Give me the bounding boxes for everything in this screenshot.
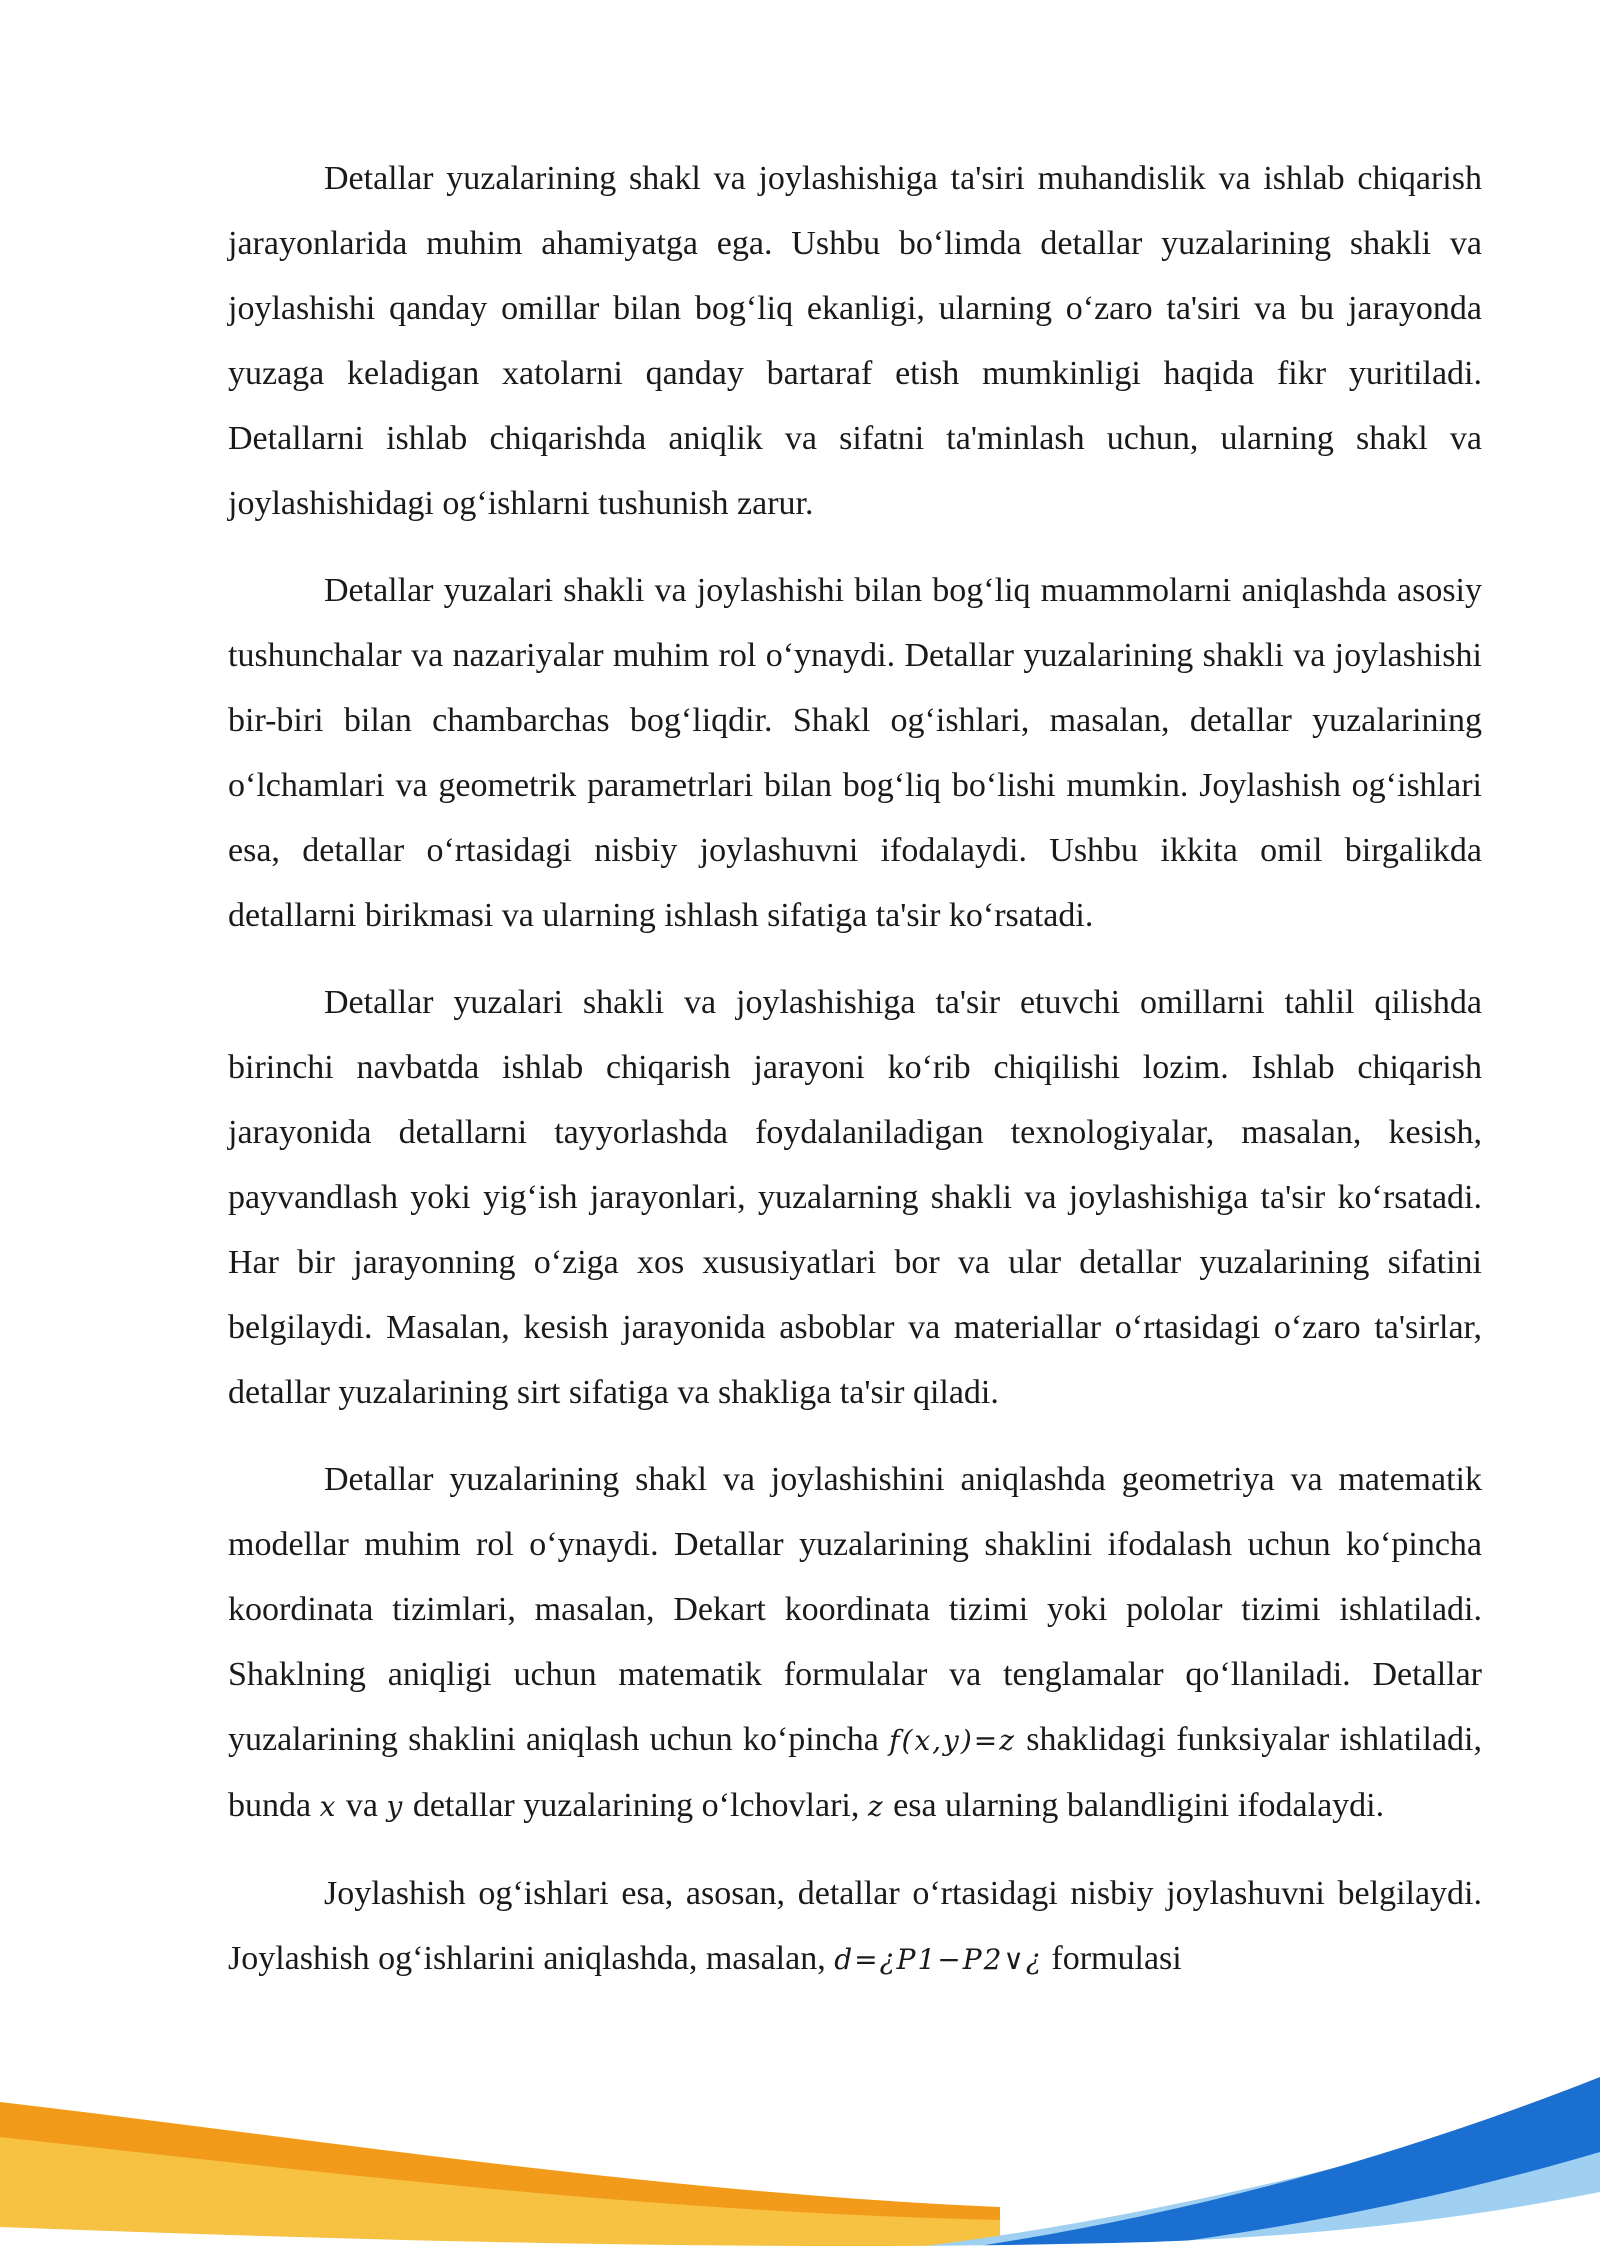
variable-z: z xyxy=(867,1790,885,1823)
paragraph-4 xyxy=(228,1447,1482,1839)
paragraph-2: Detallar yuzalari shakli va joylashishi bilan bog‘liq muammolarni aniqlashda asosiy tushunchalar va nazariyalar muhim rol o‘ynaydi. Detallar yuzalarining shakli va joylashishi bir-biri bilan chambarchas bog‘liqdir. Shakl og‘ishlari, masalan, detallar yuzalarining o‘lchamlari va geometrik parametrlari bilan bog‘liq bo‘lishi mumkin. Joylashish og‘ishlari esa, detallar o‘rtasidagi nisbiy joylashuvni ifodalaydi. Ushbu ikkita omil birgalikda detallarni birikmasi va ularning ishlash sifatiga ta'sir ko‘rsatadi. xyxy=(228,572,1482,934)
document-body xyxy=(228,146,1482,2014)
paragraph-3: Detallar yuzalari shakli va joylashishiga ta'sir etuvchi omillarni tahlil qilishda birinchi navbatda ishlab chiqarish jarayoni ko‘rib chiqilishi lozim. Ishlab chiqarish jarayonida detallarni tayyorlashda foydalaniladigan texnologiyalar, masalan, kesish, payvandlash yoki yig‘ish jarayonlari, yuzalarning shakli va joylashishiga ta'sir ko‘rsatadi. Har bir jarayonning o‘ziga xos xususiyatlari bor va ular detallar yuzalarining sifatini belgilaydi. Masalan, kesish jarayonida asboblar va materiallar o‘rtasidagi o‘zaro ta'sirlar, detallar yuzalarining sirt sifatiga va shakliga ta'sir qiladi. xyxy=(228,984,1482,1411)
paragraph-5-text-b: formulasi xyxy=(1042,1940,1182,1977)
decorative-wave-footer xyxy=(0,2042,1600,2262)
variable-x: x xyxy=(319,1790,338,1823)
formula-f-xy-z: f(x,y)=z xyxy=(889,1724,1017,1757)
paragraph-4-text-e: esa ularning balandligini ifodalaydi. xyxy=(884,1787,1385,1824)
paragraph-4-text-a: Detallar yuzalarining shakl va joylashishini aniqlashda geometriya va matematik modellar muhim rol o‘ynaydi. Detallar yuzalarining shaklini ifodalash uchun ko‘pincha koordinata tizimlari, masalan, Dekart koordinata tizimi yoki pololar tizimi ishlatiladi. Shaklning aniqligi uchun matematik formulalar va tenglamalar qo‘llaniladi. Detallar yuzalarining shaklini aniqlash uchun ko‘pincha xyxy=(228,1461,1482,1758)
formula-distance: d=¿P1−P2∨¿ xyxy=(834,1943,1043,1976)
paragraph-4-text-b: shaklidagi funksiyalar ishlatiladi, bunda xyxy=(228,1721,1482,1824)
variable-y: y xyxy=(386,1790,405,1823)
paragraph-5-text-a: Joylashish og‘ishlari esa, asosan, detallar o‘rtasidagi nisbiy joylashuvni belgilaydi. Joylashish og‘ishlarini aniqlashda, masalan, xyxy=(228,1875,1482,1977)
paragraph-4-text-c: va xyxy=(337,1787,387,1824)
paragraph-1: Detallar yuzalarining shakl va joylashishiga ta'siri muhandislik va ishlab chiqarish jarayonlarida muhim ahamiyatga ega. Ushbu bo‘limda detallar yuzalarining shakli va joylashishi qanday omillar bilan bog‘liq ekanligi, ularning o‘zaro ta'siri va bu jarayonda yuzaga keladigan xatolarni qanday bartaraf etish mumkinligi haqida fikr yuritiladi. Detallarni ishlab chiqarishda aniqlik va sifatni ta'minlash uchun, ularning shakl va joylashishidagi og‘ishlarni tushunish zarur. xyxy=(228,160,1482,522)
paragraph-5 xyxy=(228,1861,1482,1992)
paragraph-4-text-d: detallar yuzalarining o‘lchovlari, xyxy=(404,1787,868,1824)
